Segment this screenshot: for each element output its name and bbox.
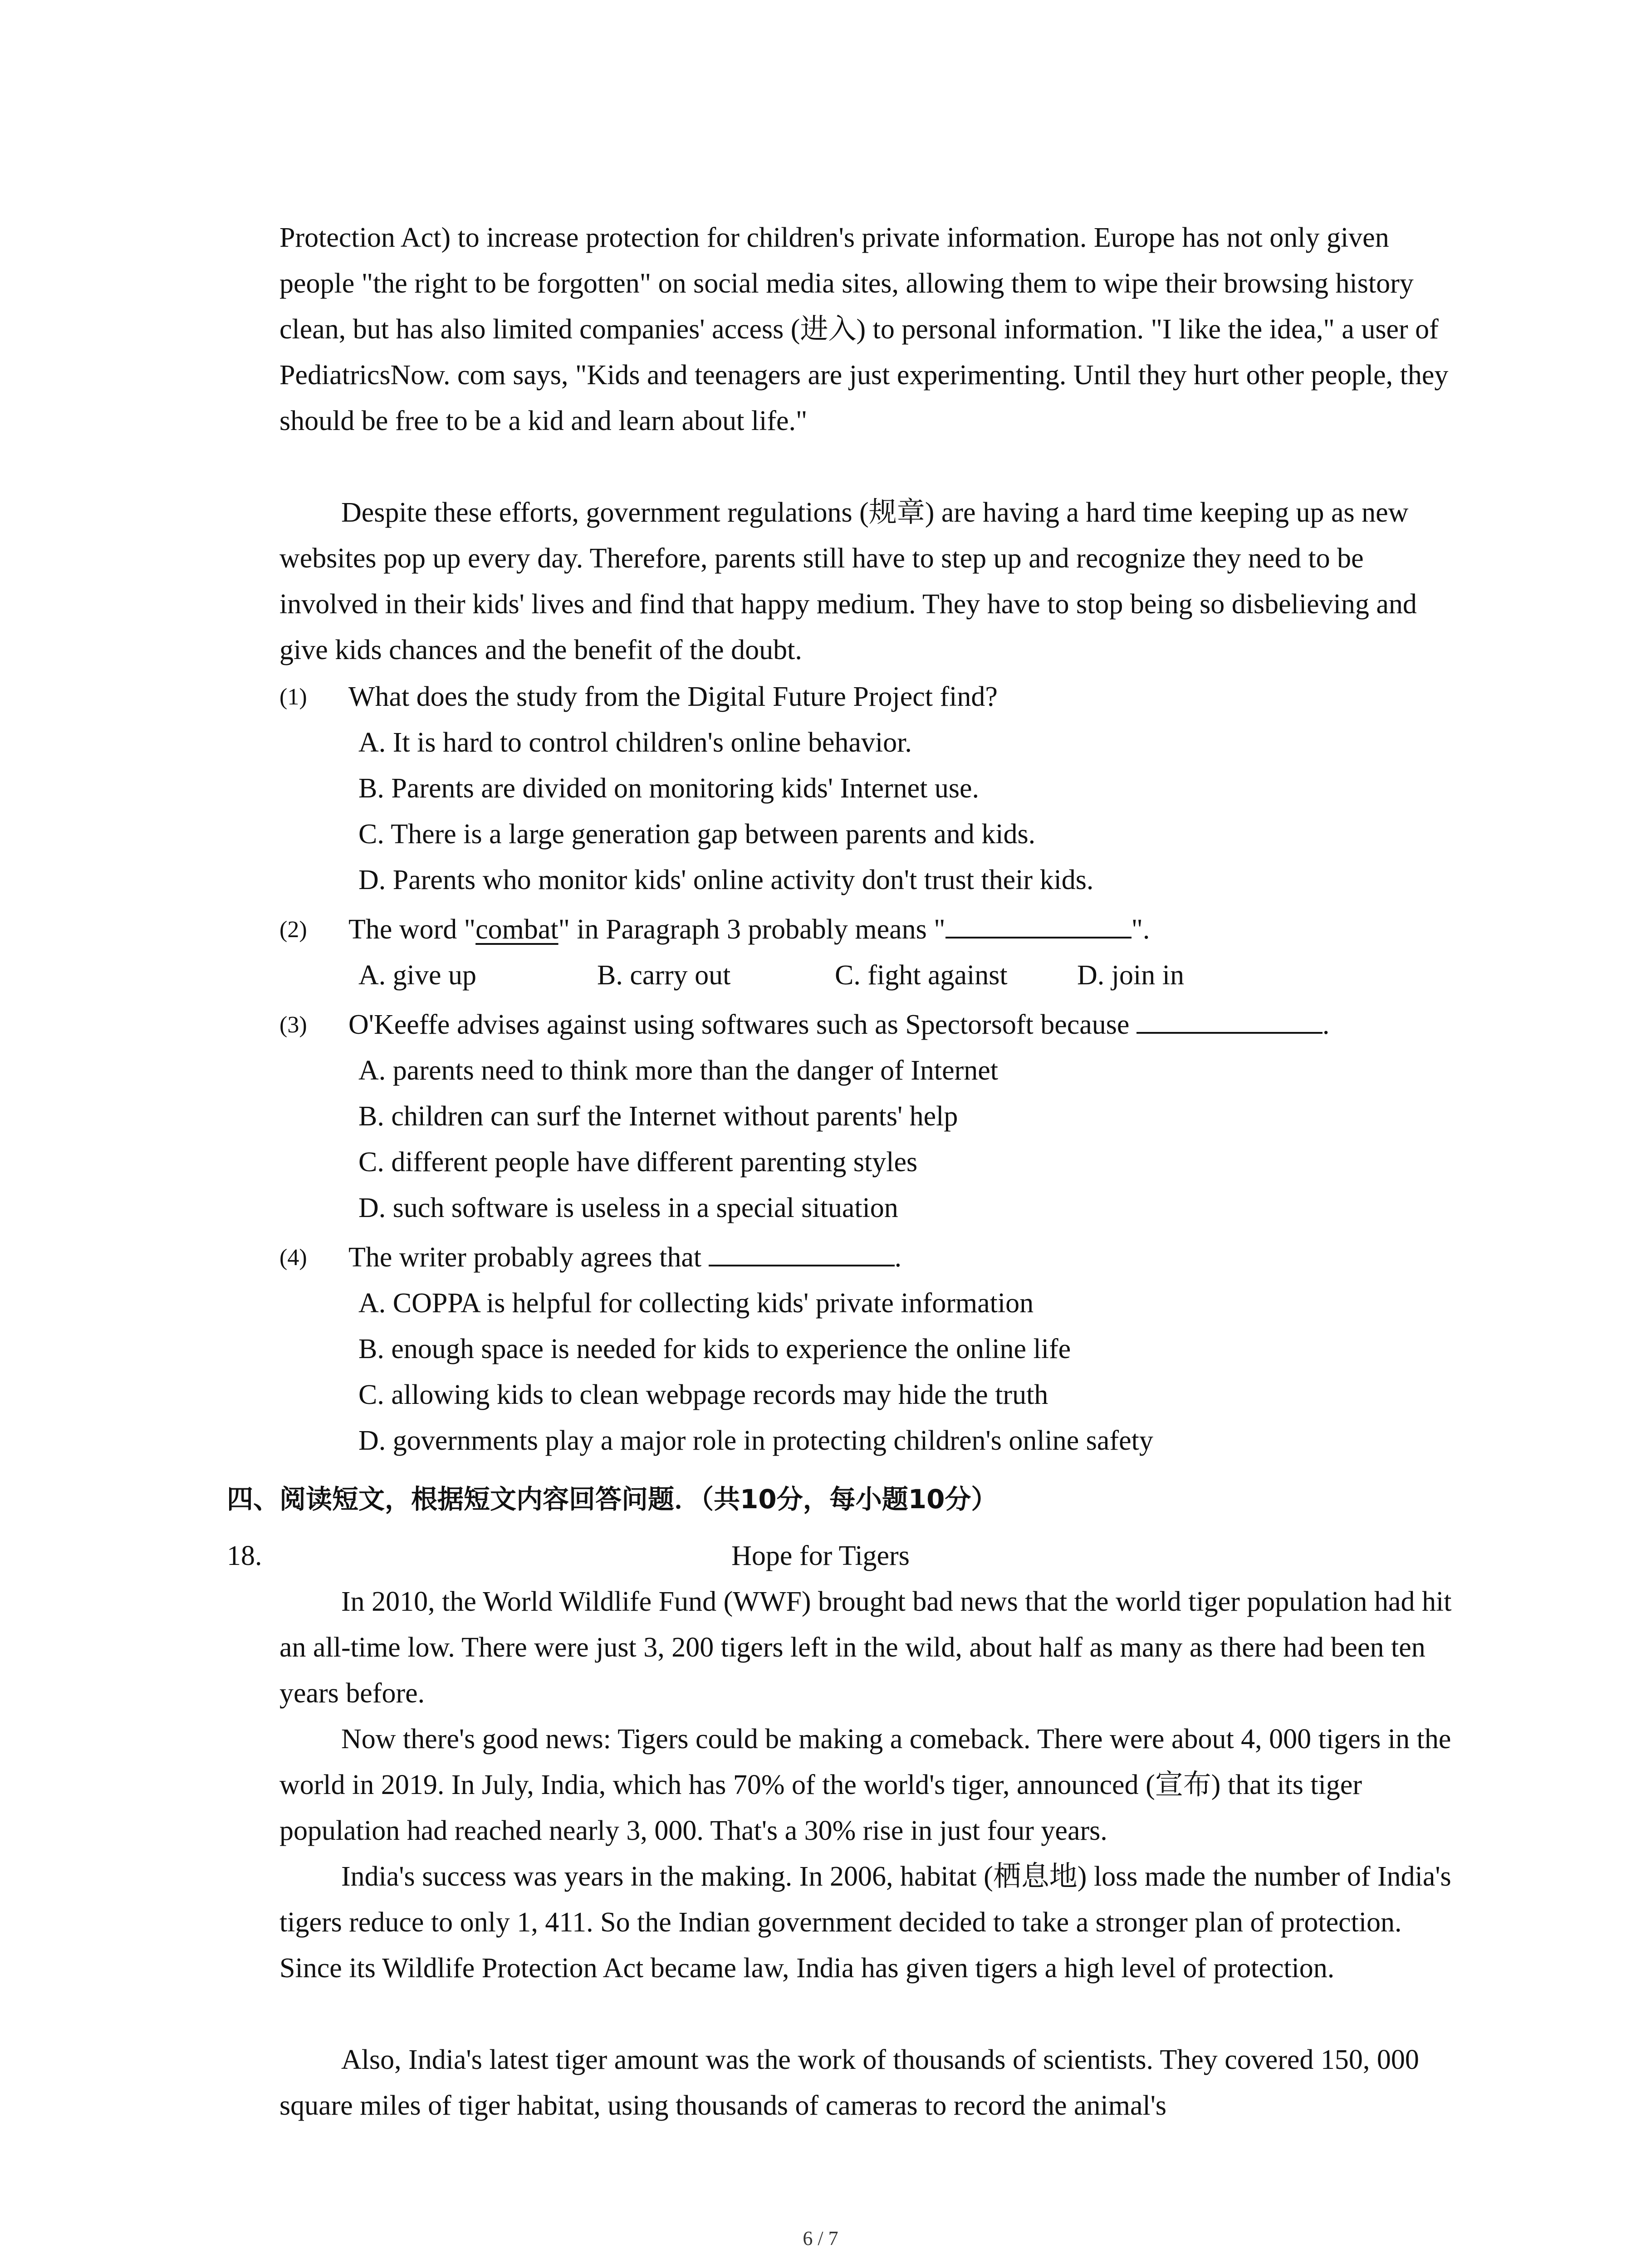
question-3-answer-blank [1136, 1007, 1323, 1034]
question-number-18: 18. [227, 1540, 262, 1571]
tiger-paragraph-1: In 2010, the World Wildlife Fund (WWF) brought bad news that the world tiger population had hit an all-time low. There were just 3, 200 tigers left in the wild, about half as many as there had been ten years before. [279, 1586, 1452, 1709]
question-2-option-a: A. give up [358, 960, 477, 991]
question-3-stem: O'Keeffe advises against using softwares such as Spectorsoft because [348, 1009, 1130, 1040]
tiger-paragraph-3: India's success was years in the making. In 2006, habitat (栖息地) loss made the number of India's tigers reduce to only 1, 411. So the Indian government decided to take a stronger plan of protection. Since its Wildlife Protection Act became law, India has given tigers a high level of protection. [279, 1861, 1451, 1984]
question-4-option-d: D. governments play a major role in protecting children's online safety [358, 1425, 1153, 1456]
question-1-number: (1) [279, 684, 307, 710]
question-4-text [348, 1235, 901, 1281]
question-2-keyword: combat [475, 914, 558, 945]
question-2-text-after: " in Paragraph 3 probably means " [558, 914, 945, 945]
question-2-option-d: D. join in [1077, 960, 1184, 991]
page-number: 6 / 7 [803, 2227, 838, 2249]
question-2-text [348, 907, 1150, 953]
question-2-number: (2) [279, 917, 307, 943]
question-3-option-d: D. such software is useless in a special situation [358, 1193, 898, 1223]
tiger-paragraph-4: Also, India's latest tiger amount was the work of thousands of scientists. They covered 150, 000 square miles of tiger habitat, using thousands of cameras to record the animal's [279, 2044, 1419, 2121]
question-3-text-end: . [1322, 1009, 1330, 1040]
question-2-option-c: C. fight against [835, 960, 1008, 991]
question-3-number: (3) [279, 1012, 307, 1038]
section-heading: 四、阅读短文，根据短文内容回答问题．（共10分，每小题10分） [227, 1484, 998, 1515]
question-3-option-a: A. parents need to think more than the danger of Internet [358, 1055, 999, 1086]
question-3-text [348, 1002, 1329, 1048]
question-1-option-a: A. It is hard to control children's online behavior. [358, 727, 912, 758]
question-1-option-d: D. Parents who monitor kids' online activity don't trust their kids. [358, 865, 1094, 895]
question-2-text-end: ". [1131, 914, 1150, 945]
passage-title: Hope for Tigers [731, 1540, 910, 1571]
question-4-option-b: B. enough space is needed for kids to experience the online life [358, 1334, 1071, 1364]
question-4-option-a: A. COPPA is helpful for collecting kids' private information [358, 1288, 1034, 1319]
passage-paragraph-2: Despite these efforts, government regulations (规章) are having a hard time keeping up as new websites pop up every day. Therefore, parents still have to step up and recognize they need to be involved in their kids' lives and find that happy medium. They have to stop being so disbelieving and give kids chances and the benefit of the doubt. [279, 497, 1417, 665]
question-3-option-b: B. children can surf the Internet without parents' help [358, 1101, 958, 1132]
question-4-option-c: C. allowing kids to clean webpage records may hide the truth [358, 1379, 1048, 1410]
question-1-option-b: B. Parents are divided on monitoring kids' Internet use. [358, 773, 980, 804]
question-4-text-end: . [894, 1242, 902, 1273]
tiger-paragraph-2: Now there's good news: Tigers could be making a comeback. There were about 4, 000 tigers in the world in 2019. In July, India, which has 70% of the world's tiger, announced (宣布) that its tiger population had reached nearly 3, 000. That's a 30% rise in just four years. [279, 1724, 1451, 1846]
question-2-options [358, 953, 1266, 998]
passage-paragraph-1: Protection Act) to increase protection for children's private information. Europe has not only given people "the right to be forgotten" on social media sites, allowing them to wipe their browsing history clean, but has also limited companies' access (进入) to personal information. "I like the idea," a user of PediatricsNow. com says, "Kids and teenagers are just experimenting. Until they hurt other people, they should be free to be a kid and learn about life." [279, 222, 1449, 436]
question-2-answer-blank [945, 911, 1132, 938]
question-3-option-c: C. different people have different parenting styles [358, 1147, 918, 1178]
question-4-answer-blank [709, 1239, 895, 1266]
question-1-option-c: C. There is a large generation gap between parents and kids. [358, 819, 1036, 850]
question-2-text-before: The word " [348, 914, 476, 945]
question-4-stem: The writer probably agrees that [348, 1242, 702, 1273]
question-1-text: What does the study from the Digital Future Project find? [348, 681, 998, 712]
question-4-number: (4) [279, 1245, 307, 1271]
question-2-option-b: B. carry out [597, 960, 731, 991]
